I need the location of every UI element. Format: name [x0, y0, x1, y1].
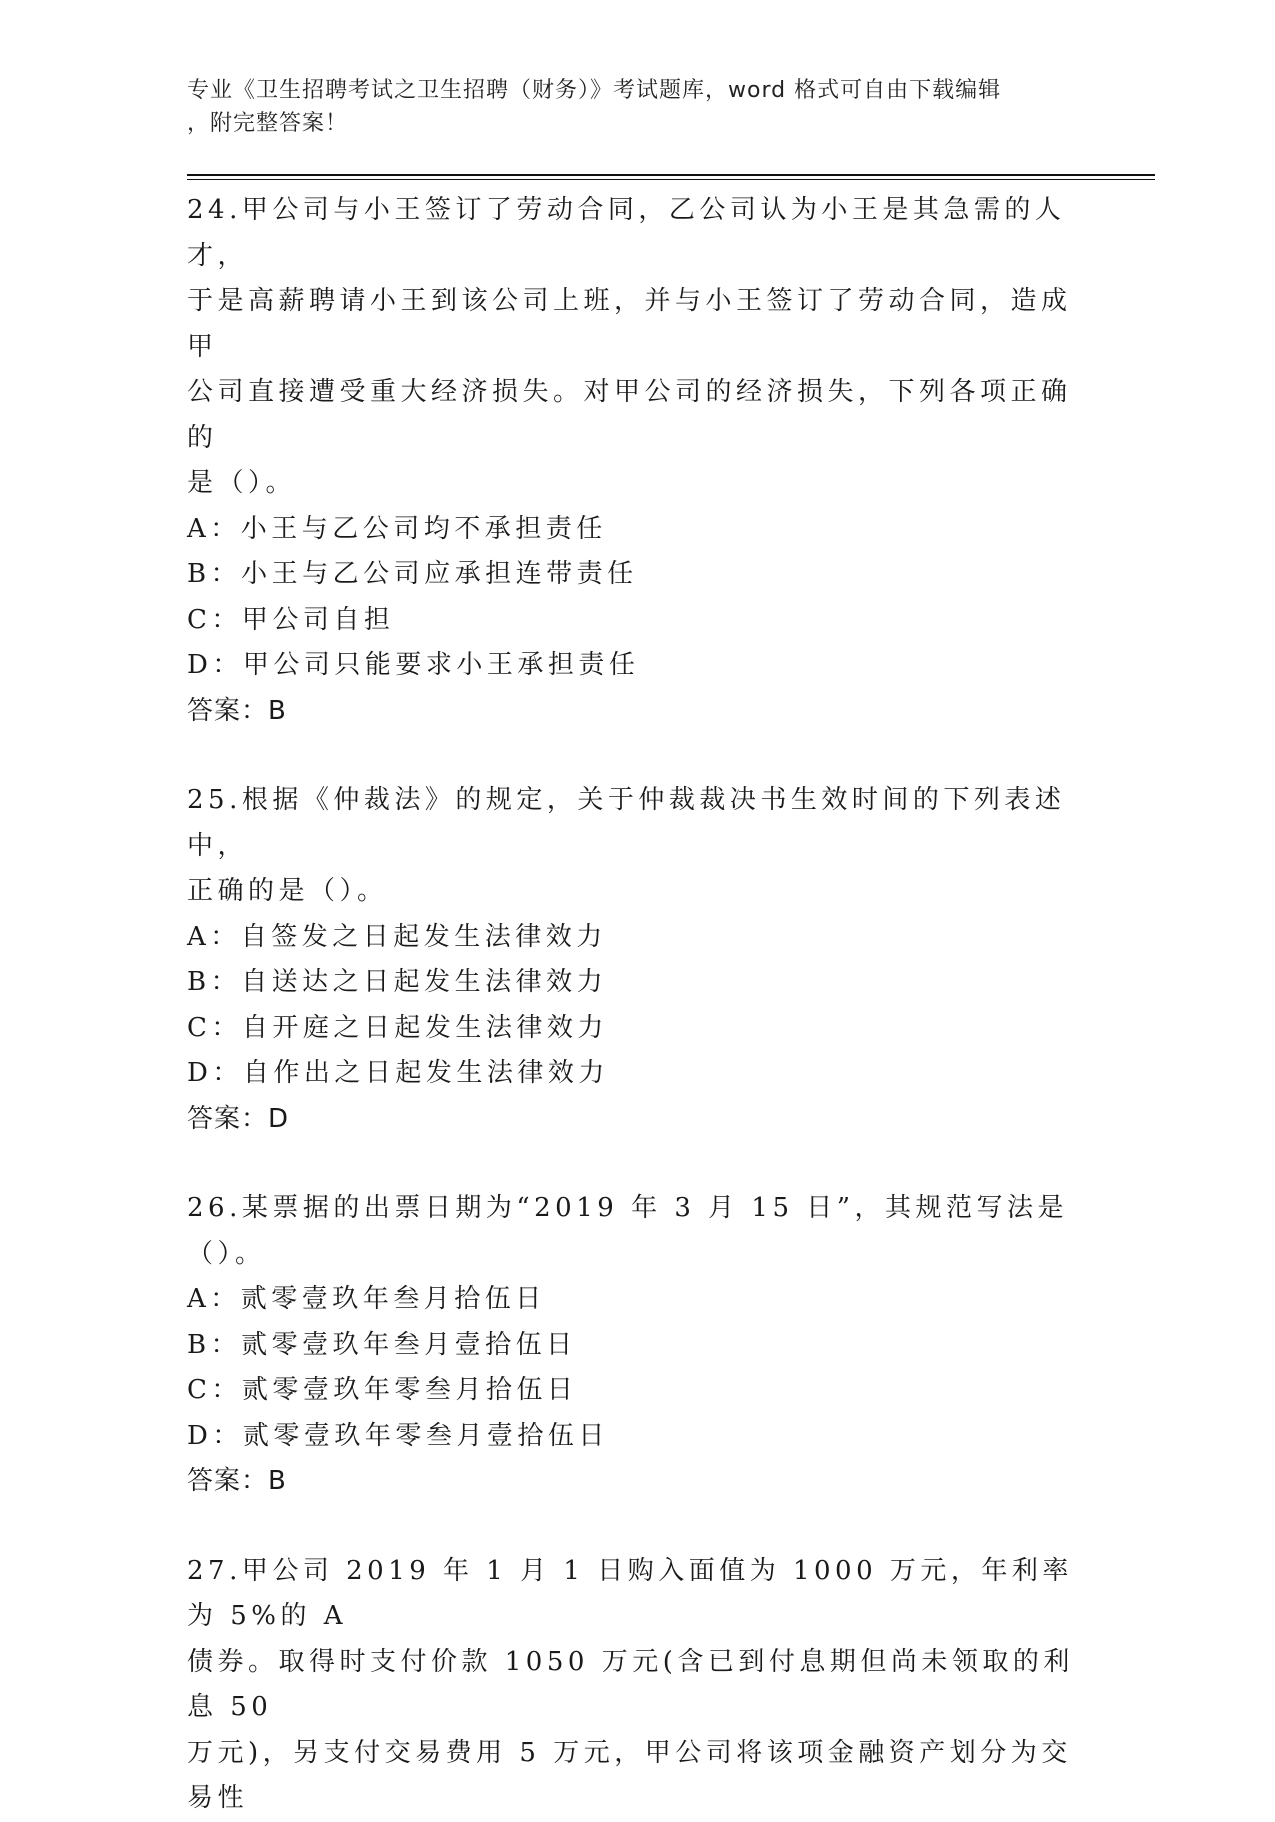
header-divider-thick [187, 174, 1155, 176]
option-c: C：自开庭之日起发生法律效力 [187, 1012, 608, 1043]
document-header [187, 74, 1087, 140]
header-line-1: 专业《卫生招聘考试之卫生招聘（财务）》考试题库，word 格式可自由下载编辑 [187, 78, 1002, 103]
option-c: C：甲公司自担 [187, 604, 395, 635]
header-line-2: ，附完整答案！ [187, 111, 349, 136]
option-c: C：贰零壹玖年零叁月拾伍日 [187, 1375, 578, 1405]
answer-line: 答案：D [187, 1103, 290, 1134]
option-b: B：贰零壹玖年叁月壹拾伍日 [187, 1329, 577, 1360]
question-list [187, 188, 1087, 1822]
option-a: A：小王与乙公司均不承担责任 [187, 513, 607, 544]
question-text-line: 公司直接遭受重大经济损失。对甲公司的经济损失，下列各项正确的 [187, 377, 1072, 453]
question-text-line: 26.某票据的出票日期为“2019 年 3 月 15 日”，其规范写法是（）。 [187, 1193, 1069, 1269]
option-d: D：甲公司只能要求小王承担责任 [187, 650, 640, 680]
question-text-line: 债券。取得时支付价款 1050 万元(含已到付息期但尚未领取的利息 50 [187, 1646, 1074, 1722]
option-a: A：自签发之日起发生法律效力 [187, 921, 607, 952]
question-text-line: 万元)，另支付交易费用 5 万元，甲公司将该项金融资产划分为交易性 [187, 1737, 1072, 1813]
question-spacer [187, 734, 1087, 778]
option-b: B：小王与乙公司应承担连带责任 [187, 559, 638, 589]
question-text-line: 24.甲公司与小王签订了劳动合同，乙公司认为小王是其急需的人才， [187, 195, 1066, 271]
answer-line: 答案：B [187, 695, 287, 726]
question-24 [187, 188, 1087, 734]
question-text-line: 是（）。 [187, 468, 297, 498]
answer-line: 答案：B [187, 1466, 287, 1496]
option-d: D：自作出之日起发生法律效力 [187, 1058, 609, 1088]
question-27 [187, 1549, 1087, 1822]
question-text-line: 正确的是（）。 [187, 876, 388, 906]
question-text-line: 于是高薪聘请小王到该公司上班，并与小王签订了劳动合同，造成甲 [187, 286, 1072, 362]
question-text-line: 25.根据《仲裁法》的规定，关于仲裁裁决书生效时间的下列表述中， [187, 785, 1066, 861]
header-divider-thin [187, 179, 1155, 180]
question-spacer [187, 1142, 1087, 1186]
option-b: B：自送达之日起发生法律效力 [187, 967, 608, 997]
question-26 [187, 1186, 1087, 1505]
question-spacer [187, 1505, 1087, 1549]
question-text-line: 27.甲公司 2019 年 1 月 1 日购入面值为 1000 万元，年利率为 5%的 A [187, 1555, 1073, 1631]
option-a: A：贰零壹玖年叁月拾伍日 [187, 1284, 546, 1314]
option-d: D：贰零壹玖年零叁月壹拾伍日 [187, 1420, 609, 1451]
question-25 [187, 778, 1087, 1142]
